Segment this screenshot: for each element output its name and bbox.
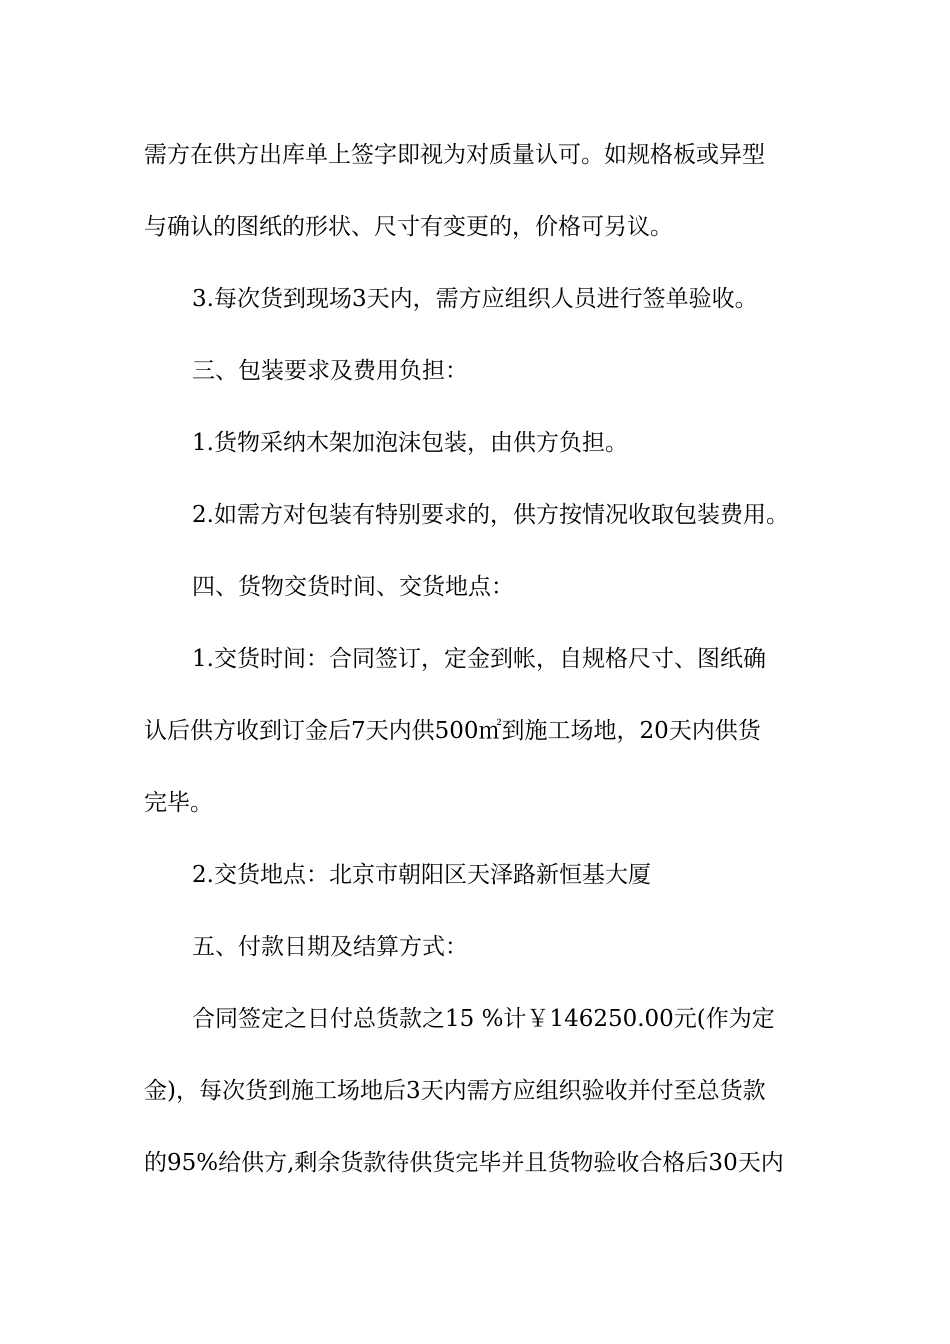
paragraph-line: 与确认的图纸的形状、尺寸有变更的，价格可另议。 [144, 214, 673, 240]
paragraph-line: 完毕。 [144, 790, 213, 816]
paragraph-line: 1.货物采纳木架加泡沫包装，由供方负担。 [192, 430, 628, 456]
section-heading: 三、包装要求及费用负担： [192, 358, 468, 384]
paragraph-line: 金)，每次货到施工场地后3天内需方应组织验收并付至总货款 [144, 1078, 766, 1104]
document-body [144, 131, 808, 1211]
paragraph-line: 的95%给供方,剩余货款待供货完毕并且货物验收合格后30天内 [144, 1150, 784, 1176]
paragraph-line: 2.交货地点：北京市朝阳区天泽路新恒基大厦 [192, 862, 651, 888]
section-heading: 四、货物交货时间、交货地点： [192, 574, 514, 600]
paragraph-line: 认后供方收到订金后7天内供500㎡到施工场地，20天内供货 [144, 718, 761, 744]
paragraph-line: 需方在供方出库单上签字即视为对质量认可。如规格板或异型 [144, 142, 765, 168]
section-heading: 五、付款日期及结算方式： [192, 934, 468, 960]
paragraph-line: 3.每次货到现场3天内，需方应组织人员进行签单验收。 [192, 286, 758, 312]
paragraph-line: 2.如需方对包装有特别要求的，供方按情况收取包装费用。 [192, 502, 789, 528]
paragraph-line: 合同签定之日付总货款之15 %计￥146250.00元(作为定 [192, 1006, 775, 1032]
paragraph-line: 1.交货时间：合同签订，定金到帐，自规格尺寸、图纸确 [192, 646, 766, 672]
